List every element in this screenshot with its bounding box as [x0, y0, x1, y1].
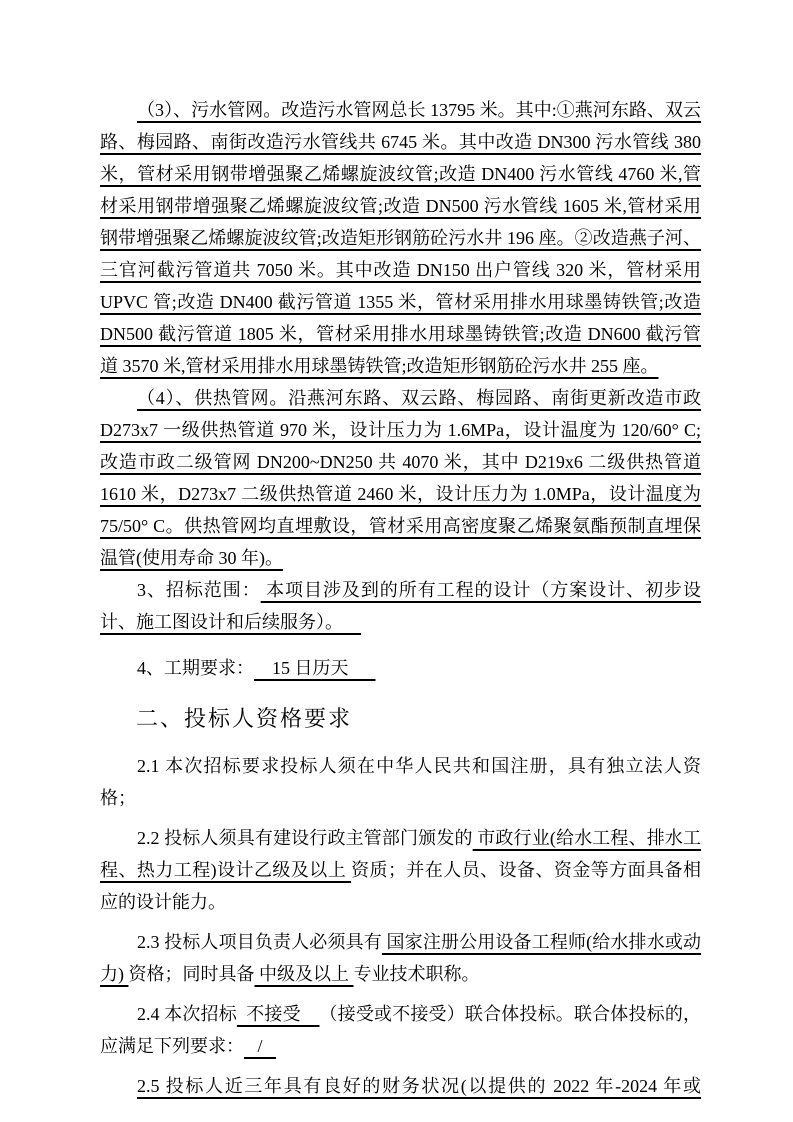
item-2-4-accept-underline: 不接受	[236, 1004, 320, 1024]
section-heading-bidder-qualification: 二、投标人资格要求	[136, 706, 353, 731]
duration-label: 4、工期要求：	[137, 658, 254, 678]
item-2-3-suffix-text: 专业技术职称。	[353, 964, 480, 984]
item-2-3-engineer-underline: 国家注册公用设备工程师(给水排水或动力)	[100, 932, 701, 984]
bid-scope-value: 本项目涉及到的所有工程的设计（方案设计、初步设计、施工图设计和后续服务）。	[100, 580, 702, 632]
paragraph-item-2-2	[100, 822, 701, 918]
paragraph-item-2-1: 2.1 本次招标要求投标人须在中华人民共和国注册，具有独立法人资格；	[100, 756, 701, 808]
item-2-4-blank-underline: /	[244, 1036, 277, 1056]
bid-scope-label: 3、招标范围：	[137, 580, 261, 600]
paragraph-item-2-4	[100, 998, 701, 1062]
item-2-3-title-underline: 中级及以上	[254, 964, 354, 984]
item-2-4-mid-text: （接受或不接受）联合体投标。联合体投标的，应满足下列要求：	[100, 1004, 702, 1056]
paragraph-duration-requirement	[100, 652, 701, 684]
paragraph-bid-scope	[100, 574, 701, 638]
item-2-3-mid-text: 资格；同时具备	[128, 964, 255, 984]
item-2-3-prefix-text: 2.3 投标人项目负责人必须具有	[137, 932, 382, 952]
item-2-4-prefix-text: 2.4 本次招标	[137, 1004, 237, 1024]
item-2-2-suffix-text: 资质；并在人员、设备、资金等方面具备相应的设计能力。	[100, 860, 702, 912]
item-2-2-qualification-underline: 市政行业(给水工程、排水工程、热力工程)设计乙级及以上	[100, 828, 702, 880]
duration-value: 15 日历天	[254, 658, 376, 678]
item-2-2-prefix-text: 2.2 投标人须具有建设行政主管部门颁发的	[137, 828, 473, 848]
paragraph-sewage-network: （3）、污水管网。改造污水管网总长 13795 米。其中:①燕河东路、双云路、梅园路、南街改造污水管线共 6745 米。其中改造 DN300 污水管线 380 米，管材采用钢带增强聚乙烯螺旋波纹管;改造 DN400 污水管线 4760 米,管材采用钢带增强聚乙烯螺旋波纹管;改造 DN500 污水管线 1605 米,管材采用钢带增强聚乙烯螺旋波纹管;改造矩形钢筋砼污水井 196 座。②改造燕子河、三官河截污管道共 7050 米。其中改造 DN150 出户管线 320 米，管材采用 UPVC 管;改造 DN400 截污管道 1355 米，管材采用排水用球墨铸铁管;改造 DN500 截污管道 1805 米，管材采用排水用球墨铸铁管;改造 DN600 截污管道 3570 米,管材采用排水用球墨铸铁管;改造矩形钢筋砼污水井 255 座。	[100, 100, 701, 376]
paragraph-heating-network: （4）、供热管网。沿燕河东路、双云路、梅园路、南街更新改造市政 D273x7 一级供热管道 970 米，设计压力为 1.6MPa，设计温度为 120/60° C;改造市政二级管网 DN200~DN250 共 4070 米，其中 D219x6 二级供热管道 1610 米，D273x7 二级供热管道 2460 米，设计压力为 1.0MPa，设计温度为 75/50° C。供热管网均直埋敷设，管材采用高密度聚乙烯聚氨酯预制直埋保温管(使用寿命 30 年)。	[100, 388, 701, 568]
paragraph-item-2-3	[100, 926, 701, 990]
paragraph-item-2-5: 2.5 投标人近三年具有良好的财务状况(以提供的 2022 年-2024 年或	[137, 1076, 701, 1096]
